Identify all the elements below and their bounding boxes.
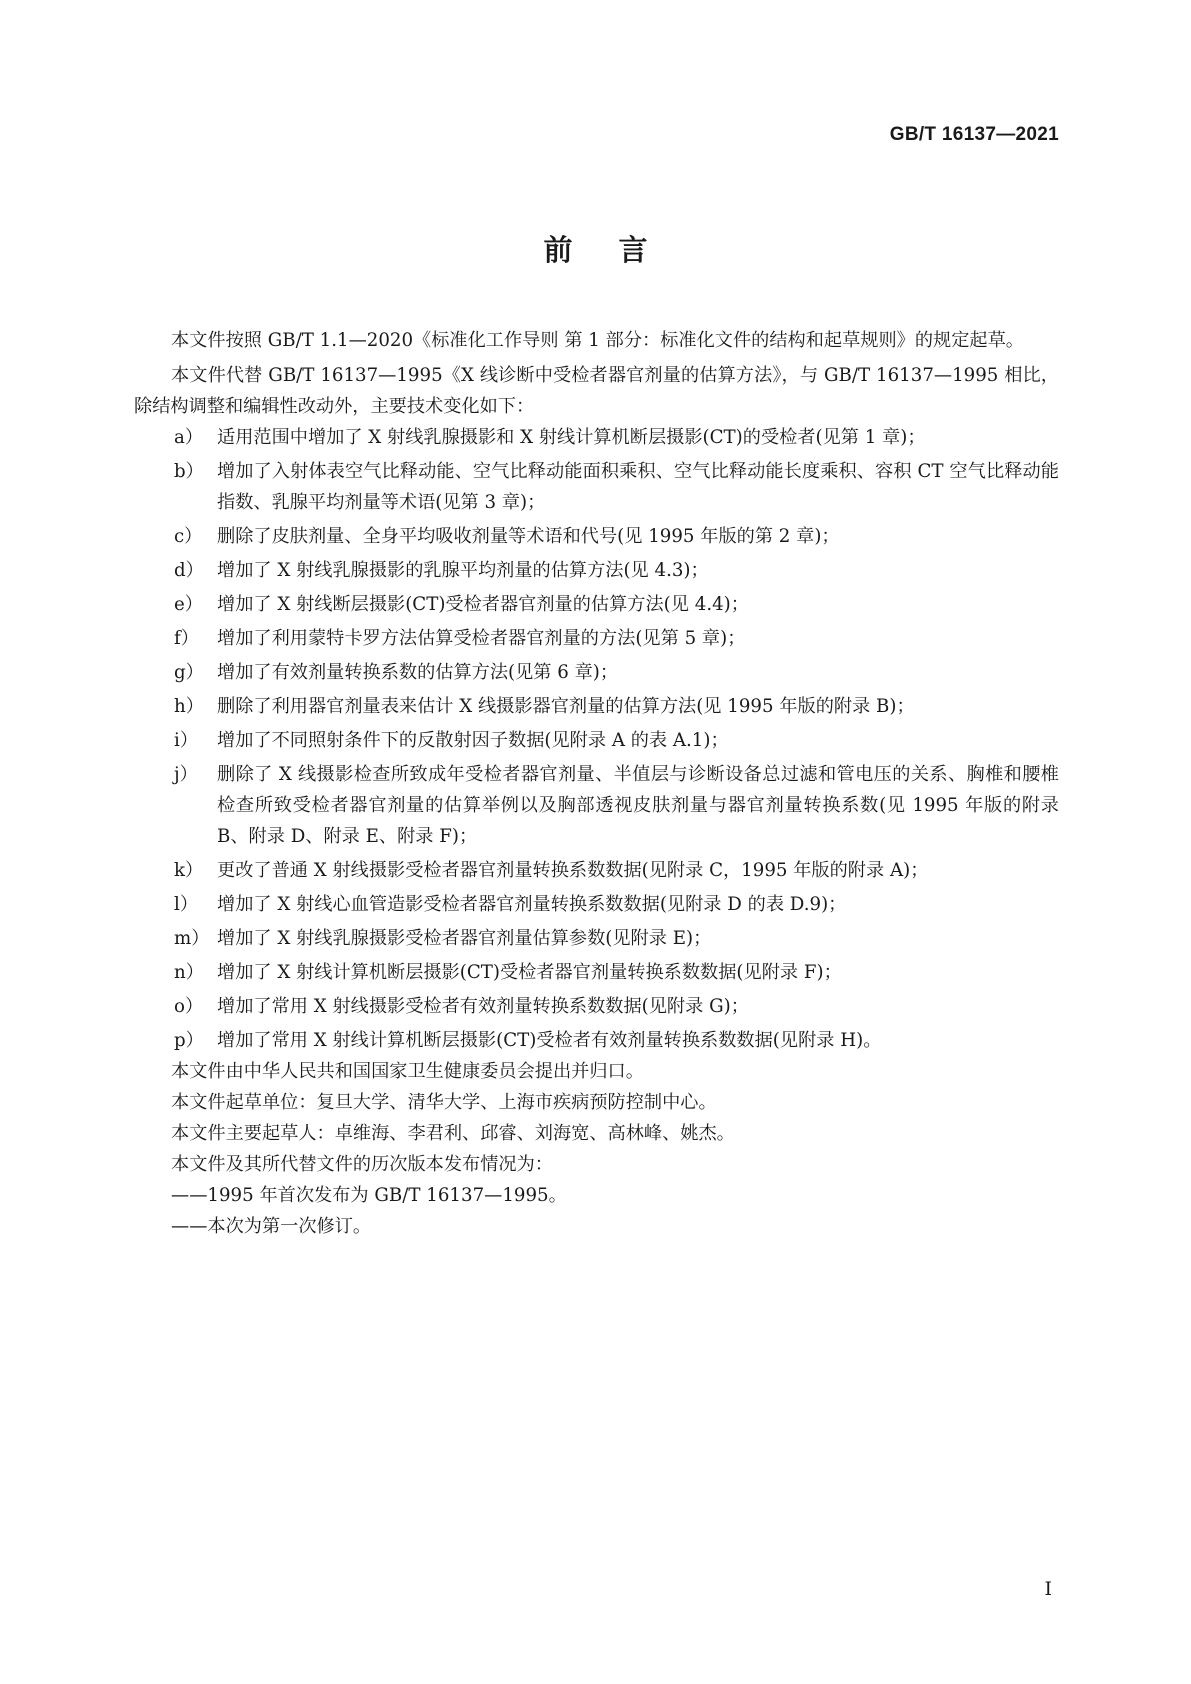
list-item-label: k） bbox=[174, 860, 204, 881]
list-item-text: 删除了利用器官剂量表来估计 X 线摄影器官剂量的估算方法(见 1995 年版的附录 B)； bbox=[217, 696, 915, 717]
list-item-text: 增加了常用 X 射线计算机断层摄影(CT)受检者有效剂量转换系数数据(见附录 H)。 bbox=[217, 1030, 882, 1051]
list-item-text: 增加了有效剂量转换系数的估算方法(见第 6 章)； bbox=[217, 662, 619, 683]
list-item-text: 删除了皮肤剂量、全身平均吸收剂量等术语和代号(见 1995 年版的第 2 章)； bbox=[217, 526, 840, 547]
paragraph-history-intro: 本文件及其所代替文件的历次版本发布情况为： bbox=[171, 1154, 553, 1175]
list-item-label: f） bbox=[174, 628, 199, 649]
list-item bbox=[134, 725, 1059, 756]
paragraph-drafting-units: 本文件起草单位：复旦大学、清华大学、上海市疾病预防控制中心。 bbox=[171, 1092, 717, 1113]
paragraph-drafting-rules: 本文件按照 GB/T 1.1—2020《标准化工作导则 第 1 部分：标准化文件的结构和起草规则》的规定起草。 bbox=[171, 330, 1024, 351]
list-item bbox=[134, 691, 1059, 722]
list-item-text: 增加了 X 射线乳腺摄影的乳腺平均剂量的估算方法(见 4.3)； bbox=[217, 560, 709, 581]
list-item-text: 增加了常用 X 射线摄影受检者有效剂量转换系数数据(见附录 G)； bbox=[217, 996, 749, 1017]
list-item-label: n） bbox=[174, 962, 204, 983]
list-item bbox=[134, 422, 1059, 453]
list-item bbox=[134, 889, 1059, 920]
list-item-label: e） bbox=[174, 594, 203, 615]
list-item-text: 增加了 X 射线乳腺摄影受检者器官剂量估算参数(见附录 E)； bbox=[217, 928, 712, 949]
list-item-label: j） bbox=[174, 764, 198, 785]
list-item-text: 适用范围中增加了 X 射线乳腺摄影和 X 射线计算机断层摄影(CT)的受检者(见第 1 章)； bbox=[217, 427, 926, 448]
list-item-text: 增加了入射体表空气比释动能、空气比释动能面积乘积、空气比释动能长度乘积、容积 CT 空气比释动能指数、乳腺平均剂量等术语(见第 3 章)； bbox=[217, 461, 1059, 513]
list-item bbox=[134, 521, 1059, 552]
preface-body bbox=[134, 325, 1059, 1242]
list-item bbox=[134, 759, 1059, 852]
list-item-label: b） bbox=[174, 461, 204, 482]
list-item-text: 增加了不同照射条件下的反散射因子数据(见附录 A 的表 A.1)； bbox=[217, 730, 729, 751]
history-item: ——1995 年首次发布为 GB/T 16137—1995。 bbox=[171, 1185, 567, 1206]
list-item bbox=[134, 923, 1059, 954]
list-item bbox=[134, 623, 1059, 654]
paragraph-replacement: 本文件代替 GB/T 16137—1995《X 线诊断中受检者器官剂量的估算方法》，与 GB/T 16137—1995 相比，除结构调整和编辑性改动外，主要技术变化如下： bbox=[134, 365, 1059, 417]
list-item-text: 增加了 X 射线心血管造影受检者器官剂量转换系数数据(见附录 D 的表 D.9)； bbox=[217, 894, 847, 915]
list-item bbox=[134, 555, 1059, 586]
list-item bbox=[134, 1025, 1059, 1056]
list-item-label: c） bbox=[174, 526, 203, 547]
list-item bbox=[134, 855, 1059, 886]
page-number: I bbox=[1044, 1578, 1052, 1600]
list-item bbox=[134, 589, 1059, 620]
page-title: 前言 bbox=[543, 233, 694, 267]
list-item-text: 增加了 X 射线计算机断层摄影(CT)受检者器官剂量转换系数数据(见附录 F)； bbox=[217, 962, 842, 983]
list-item-label: m） bbox=[174, 928, 210, 949]
list-item-text: 更改了普通 X 射线摄影受检者器官剂量转换系数数据(见附录 C，1995 年版的附录 A)； bbox=[217, 860, 929, 881]
list-item-label: g） bbox=[174, 662, 204, 683]
list-item-label: i） bbox=[174, 730, 199, 751]
list-item-label: l） bbox=[174, 894, 199, 915]
paragraph-drafters: 本文件主要起草人：卓维海、李君利、邱睿、刘海宽、高林峰、姚杰。 bbox=[171, 1123, 735, 1144]
list-item-label: h） bbox=[174, 696, 204, 717]
paragraph-proposer: 本文件由中华人民共和国国家卫生健康委员会提出并归口。 bbox=[171, 1061, 644, 1082]
list-item-text: 删除了 X 线摄影检查所致成年受检者器官剂量、半值层与诊断设备总过滤和管电压的关系、胸椎和腰椎检查所致受检者器官剂量的估算举例以及胸部透视皮肤剂量与器官剂量转换系数(见 1995 年版的附录 B、附录 D、附录 E、附录 F)； bbox=[217, 764, 1059, 847]
list-item-label: a） bbox=[174, 427, 204, 448]
list-item bbox=[134, 456, 1059, 518]
list-item-label: o） bbox=[174, 996, 204, 1017]
list-item bbox=[134, 991, 1059, 1022]
standard-code: GB/T 16137—2021 bbox=[889, 124, 1059, 145]
list-item-label: d） bbox=[174, 560, 204, 581]
list-item-text: 增加了 X 射线断层摄影(CT)受检者器官剂量的估算方法(见 4.4)； bbox=[217, 594, 749, 615]
list-item-label: p） bbox=[174, 1030, 204, 1051]
list-item bbox=[134, 657, 1059, 688]
technical-changes-list bbox=[134, 422, 1059, 1056]
history-item: ——本次为第一次修订。 bbox=[171, 1216, 372, 1237]
list-item bbox=[134, 957, 1059, 988]
list-item-text: 增加了利用蒙特卡罗方法估算受检者器官剂量的方法(见第 5 章)； bbox=[217, 628, 746, 649]
